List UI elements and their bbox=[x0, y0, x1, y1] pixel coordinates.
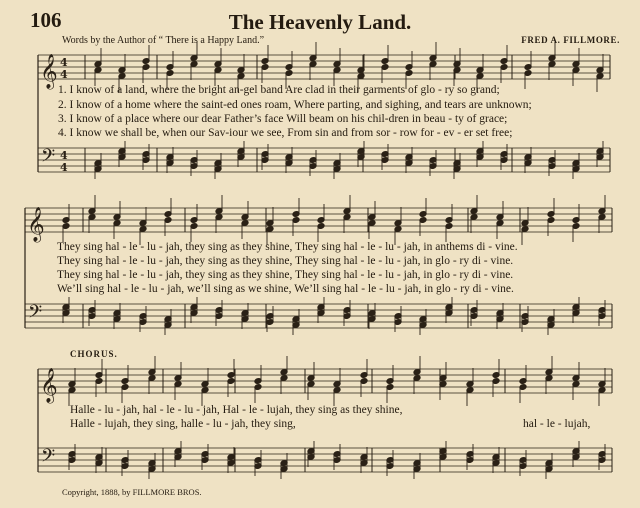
treble-clef-icon: 𝄞 bbox=[40, 54, 58, 89]
treble-clef-icon: 𝄞 bbox=[40, 368, 58, 403]
page-number: 106 bbox=[30, 8, 62, 32]
time-signature: 4 bbox=[60, 161, 68, 174]
composer-credit: FRED A. FILLMORE. bbox=[521, 35, 620, 45]
verse-line-3: 3. I know of a place where our dear Father’s face Will beam on his chil-dren in beau - ty of grace; bbox=[58, 113, 508, 125]
bass-clef-icon: 𝄢 bbox=[41, 446, 56, 471]
chorus-bass-lyrics: Halle - lujah, they sing, halle - lu - jah, they sing, bbox=[70, 418, 296, 430]
lyricist-credit: Words by the Author of “ There is a Happy Land.” bbox=[62, 35, 265, 46]
time-signature: 4 bbox=[60, 68, 68, 81]
time-signature: 4 bbox=[60, 149, 68, 162]
verse-line-1: 1. I know of a land, where the bright an-gel band Are clad in their garments of glo - ry so grand; bbox=[58, 84, 500, 96]
verse-line-4: 4. I know we shall be, when our Sav-iour we see, From sin and from sor - row for - ev - er set free; bbox=[58, 127, 513, 139]
verse-line-2: 2. I know of a home where the saint-ed ones roam, Where parting, and sighing, and tears are unknown; bbox=[58, 99, 532, 111]
bass-clef-icon: 𝄢 bbox=[28, 302, 43, 327]
refrain-line-1: They sing hal - le - lu - jah, they sing as they shine, They sing hal - le - lu - jah, in anthems di - vine. bbox=[57, 241, 518, 253]
refrain-line-2: They sing hal - le - lu - jah, they sing as they shine, They sing hal - le - lu - jah, in glo - ry di - vine. bbox=[57, 255, 514, 267]
time-signature: 4 bbox=[60, 56, 68, 69]
chorus-label: CHORUS. bbox=[70, 349, 118, 359]
refrain-line-4: We’ll sing hal - le - lu - jah, we’ll sing as we shine, We’ll sing hal - le - lu - jah, in glo - ry di - vine. bbox=[57, 283, 514, 295]
bass-clef-icon: 𝄢 bbox=[41, 146, 56, 171]
hymn-title: The Heavenly Land. bbox=[228, 10, 412, 34]
refrain-line-3: They sing hal - le - lu - jah, they sing as they shine, They sing hal - le - lu - jah, in glo - ry di - vine. bbox=[57, 269, 514, 281]
treble-clef-icon: 𝄞 bbox=[27, 207, 45, 242]
chorus-treble-lyrics: Halle - lu - jah, hal - le - lu - jah, Hal - le - lujah, they sing as they shine, bbox=[70, 404, 403, 416]
chorus-bass-lyrics-end: hal - le - lujah, bbox=[523, 418, 591, 430]
copyright-notice: Copyright, 1888, by FILLMORE BROS. bbox=[62, 487, 202, 497]
